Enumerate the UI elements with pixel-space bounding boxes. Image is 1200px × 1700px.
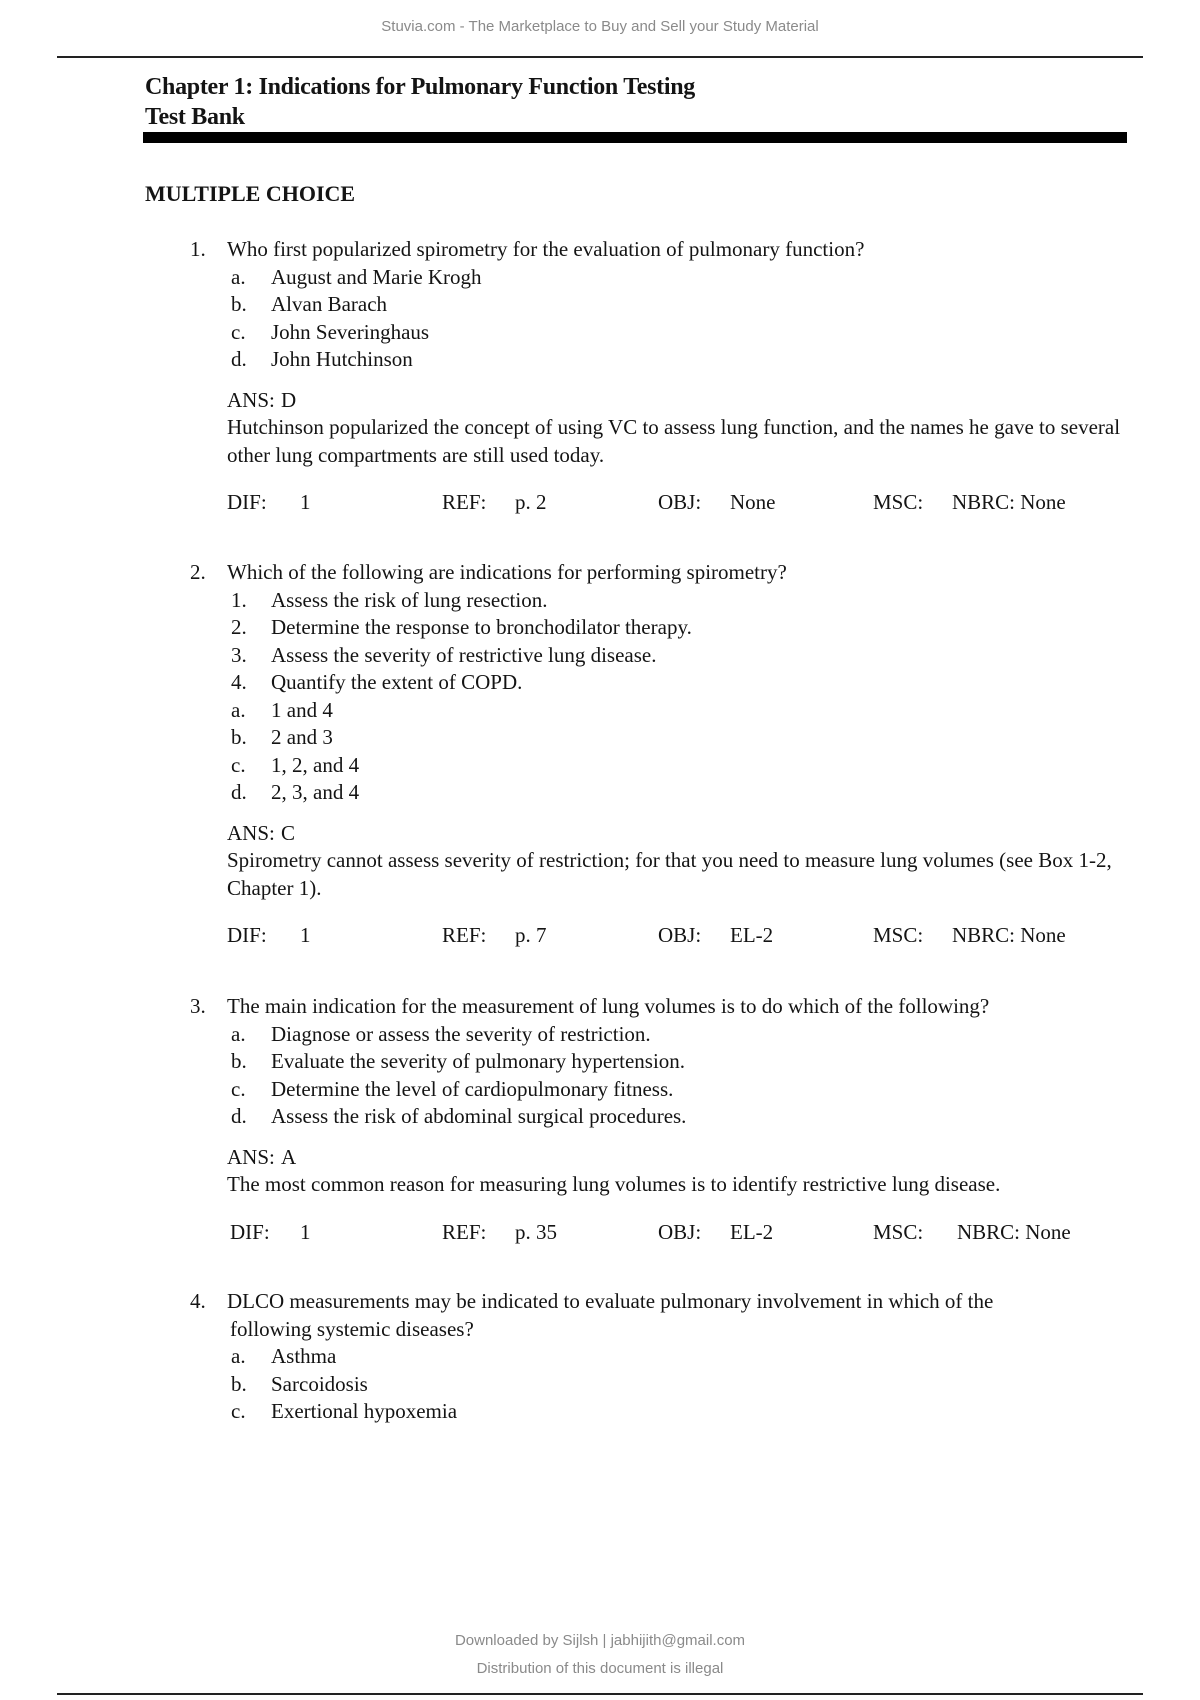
statement-2 bbox=[190, 614, 1150, 642]
ref-label: REF: bbox=[442, 923, 487, 947]
answer-value: A bbox=[281, 1144, 297, 1169]
option-letter: c. bbox=[231, 752, 246, 777]
chapter-subtitle: Test Bank bbox=[145, 104, 245, 130]
answer-label: ANS: bbox=[227, 387, 275, 412]
option-letter: b. bbox=[231, 1049, 247, 1073]
option-b bbox=[190, 1048, 1150, 1076]
answer-value: D bbox=[281, 387, 297, 412]
question-number: 2. bbox=[190, 560, 206, 584]
option-c bbox=[190, 1076, 1150, 1104]
question-metadata bbox=[190, 1219, 1150, 1247]
answer-line bbox=[190, 387, 1150, 415]
statement-number: 1. bbox=[231, 587, 247, 612]
option-text: John Severinghaus bbox=[271, 319, 430, 344]
ref-value: p. 35 bbox=[515, 1219, 557, 1244]
dif-value: 1 bbox=[300, 923, 311, 947]
option-d bbox=[190, 1103, 1150, 1131]
answer-rationale: Spirometry cannot assess severity of restriction; for that you need to measure lung volumes (see Box 1-2, Chapter 1). bbox=[227, 848, 1112, 900]
obj-value: EL-2 bbox=[730, 923, 774, 947]
option-text: Determine the level of cardiopulmonary fitness. bbox=[271, 1076, 674, 1101]
obj-label: OBJ: bbox=[658, 490, 702, 514]
statement-number: 4. bbox=[231, 670, 247, 694]
question-text: The main indication for the measurement of lung volumes is to do which of the following? bbox=[227, 994, 990, 1018]
site-header-text: Stuvia.com - The Marketplace to Buy and Sell your Study Material bbox=[381, 18, 819, 35]
statement-text: Quantify the extent of COPD. bbox=[271, 670, 523, 694]
msc-value: NBRC: None bbox=[952, 490, 1066, 514]
question-4 bbox=[190, 1288, 1150, 1426]
dif-value: 1 bbox=[300, 1219, 311, 1244]
msc-value: NBRC: None bbox=[952, 923, 1066, 947]
question-metadata bbox=[190, 922, 1150, 950]
option-text: Evaluate the severity of pulmonary hypertension. bbox=[271, 1049, 686, 1073]
chapter-title bbox=[145, 72, 695, 132]
msc-value: NBRC: None bbox=[957, 1219, 1071, 1244]
question-text-continued: following systemic diseases? bbox=[230, 1316, 474, 1341]
option-letter: b. bbox=[231, 1371, 247, 1396]
dif-label: DIF: bbox=[227, 923, 267, 947]
option-letter: c. bbox=[231, 319, 246, 344]
statement-text: Assess the risk of lung resection. bbox=[271, 587, 548, 612]
section-heading: MULTIPLE CHOICE bbox=[145, 181, 356, 206]
answer-label: ANS: bbox=[227, 1144, 275, 1169]
ref-value: p. 7 bbox=[515, 923, 547, 947]
obj-value: None bbox=[730, 490, 776, 514]
distribution-notice: Distribution of this document is illegal bbox=[476, 1660, 724, 1677]
option-text: 1, 2, and 4 bbox=[271, 752, 360, 777]
dif-label: DIF: bbox=[227, 490, 267, 514]
option-letter: d. bbox=[231, 347, 247, 371]
answer-rationale: The most common reason for measuring lung volumes is to identify restrictive lung disease. bbox=[227, 1172, 1001, 1196]
chapter-title-line: Chapter 1: Indications for Pulmonary Function Testing bbox=[145, 74, 695, 100]
answer-label: ANS: bbox=[227, 820, 275, 845]
option-b bbox=[190, 1371, 1150, 1399]
download-watermark: Downloaded by Sijlsh | jabhijith@gmail.com bbox=[454, 1632, 746, 1649]
statement-4 bbox=[190, 669, 1150, 697]
option-letter: a. bbox=[231, 697, 246, 722]
option-c bbox=[190, 1398, 1150, 1426]
dif-value: 1 bbox=[300, 490, 311, 514]
statement-text: Determine the response to bronchodilator therapy. bbox=[271, 615, 692, 639]
question-text: Which of the following are indications for performing spirometry? bbox=[227, 560, 787, 584]
dif-label: DIF: bbox=[230, 1219, 270, 1244]
chapter-title-rule bbox=[143, 132, 1127, 143]
option-a bbox=[190, 264, 1150, 292]
option-letter: d. bbox=[231, 1104, 247, 1128]
option-b bbox=[190, 291, 1150, 319]
statement-1 bbox=[190, 587, 1150, 615]
ref-label: REF: bbox=[442, 490, 487, 514]
option-d bbox=[190, 779, 1150, 807]
answer-rationale: Hutchinson popularized the concept of using VC to assess lung function, and the names he gave to several other lung compartments are still used today. bbox=[227, 415, 1121, 467]
option-a bbox=[190, 697, 1150, 725]
option-text: Sarcoidosis bbox=[271, 1371, 368, 1396]
obj-value: EL-2 bbox=[730, 1219, 774, 1244]
ref-value: p. 2 bbox=[515, 490, 547, 514]
option-b bbox=[190, 724, 1150, 752]
question-3 bbox=[190, 993, 1150, 1247]
msc-label: MSC: bbox=[873, 923, 924, 947]
option-text: August and Marie Krogh bbox=[271, 264, 482, 289]
msc-label: MSC: bbox=[873, 1219, 924, 1244]
question-text: Who first popularized spirometry for the evaluation of pulmonary function? bbox=[227, 237, 865, 261]
option-text: 2 and 3 bbox=[271, 725, 333, 749]
option-text: Asthma bbox=[271, 1344, 337, 1368]
question-metadata bbox=[190, 489, 1150, 517]
statement-text: Assess the severity of restrictive lung disease. bbox=[271, 642, 657, 667]
option-letter: c. bbox=[231, 1076, 246, 1101]
statement-number: 3. bbox=[231, 642, 247, 667]
option-text: John Hutchinson bbox=[271, 347, 413, 371]
question-number: 4. bbox=[190, 1289, 206, 1313]
option-letter: c. bbox=[231, 1399, 246, 1423]
header-divider bbox=[57, 56, 1143, 58]
answer-line bbox=[190, 820, 1150, 848]
msc-label: MSC: bbox=[873, 490, 924, 514]
statement-number: 2. bbox=[231, 615, 247, 639]
option-letter: a. bbox=[231, 1021, 246, 1046]
question-2 bbox=[190, 559, 1150, 950]
option-letter: a. bbox=[231, 1344, 246, 1368]
footer-divider bbox=[57, 1693, 1143, 1695]
question-number: 1. bbox=[190, 237, 206, 261]
statement-3 bbox=[190, 642, 1150, 670]
option-text: Alvan Barach bbox=[271, 292, 388, 316]
option-letter: d. bbox=[231, 780, 247, 804]
option-text: Diagnose or assess the severity of restriction. bbox=[271, 1021, 651, 1046]
option-d bbox=[190, 346, 1150, 374]
option-text: Assess the risk of abdominal surgical procedures. bbox=[271, 1104, 687, 1128]
question-number: 3. bbox=[190, 994, 206, 1018]
option-text: 2, 3, and 4 bbox=[271, 780, 360, 804]
option-c bbox=[190, 752, 1150, 780]
option-letter: b. bbox=[231, 725, 247, 749]
option-a bbox=[190, 1021, 1150, 1049]
option-letter: a. bbox=[231, 264, 246, 289]
ref-label: REF: bbox=[442, 1219, 487, 1244]
answer-line bbox=[190, 1144, 1150, 1172]
question-text: DLCO measurements may be indicated to evaluate pulmonary involvement in which of the bbox=[227, 1289, 994, 1313]
obj-label: OBJ: bbox=[658, 923, 702, 947]
option-letter: b. bbox=[231, 292, 247, 316]
answer-value: C bbox=[281, 820, 296, 845]
option-text: 1 and 4 bbox=[271, 697, 333, 722]
obj-label: OBJ: bbox=[658, 1219, 702, 1244]
option-text: Exertional hypoxemia bbox=[271, 1399, 458, 1423]
question-1 bbox=[190, 236, 1150, 517]
option-c bbox=[190, 319, 1150, 347]
option-a bbox=[190, 1343, 1150, 1371]
